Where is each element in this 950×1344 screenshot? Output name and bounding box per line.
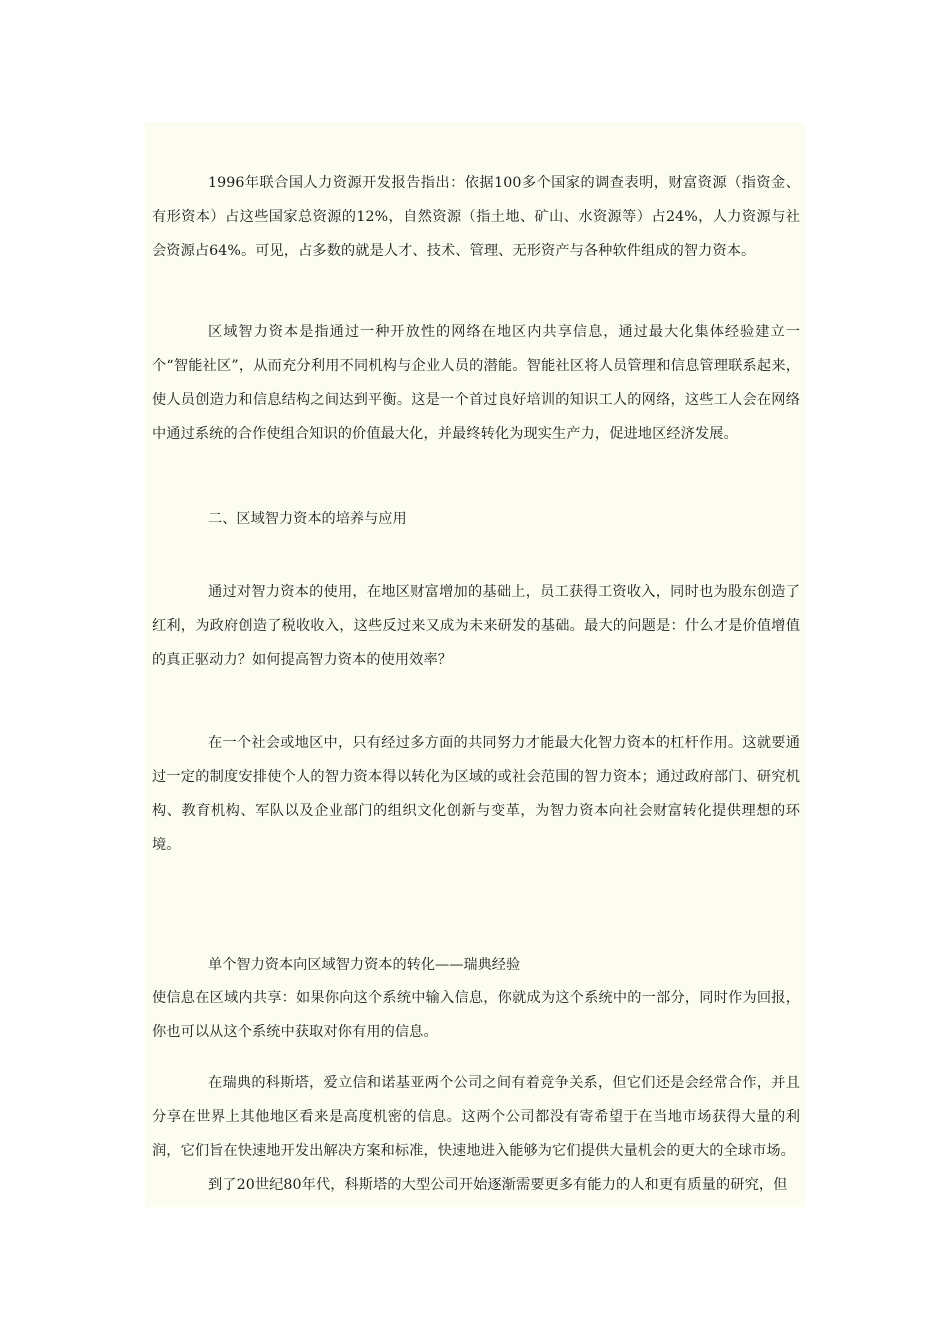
paragraph-leverage: 在一个社会或地区中，只有经过多方面的共同努力才能最大化智力资本的杠杆作用。这就要通过一定的制度安排使个人的智力资本得以转化为区域的或社会范围的智力资本；通过政府部门、研究机构、教育机构、军队以及企业部门的组织文化创新与变革，为智力资本向社会财富转化提供理想的环境。 bbox=[152, 735, 800, 853]
document-page bbox=[145, 122, 805, 1207]
paragraph-un-report: 1996年联合国人力资源开发报告指出：依据100多个国家的调查表明，财富资源（指资金、有形资本）占这些国家总资源的12%，自然资源（指土地、矿山、水资源等）占24%，人力资源与社会资源占64%。可见，占多数的就是人才、技术、管理、无形资产与各种软件组成的智力资本。 bbox=[152, 175, 800, 259]
paragraph-kista-cooperation: 在瑞典的科斯塔，爱立信和诺基亚两个公司之间有着竞争关系，但它们还是会经常合作，并且分享在世界上其他地区看来是高度机密的信息。这两个公司都没有寄希望于在当地市场获得大量的利润，它们旨在快速地开发出解决方案和标准，快速地进入能够为它们提供大量机会的更大的全球市场。 bbox=[152, 1075, 800, 1159]
paragraph-information-sharing: 使信息在区域内共享：如果你向这个系统中输入信息，你就成为这个系统中的一部分，同时作为回报，你也可以从这个系统中获取对你有用的信息。 bbox=[152, 990, 800, 1040]
section-heading-sweden: 单个智力资本向区域智力资本的转化——瑞典经验 bbox=[208, 957, 521, 973]
paragraph-regional-intellectual-capital: 区域智力资本是指通过一种开放性的网络在地区内共享信息，通过最大化集体经验建立一个“智能社区”，从而充分利用不同机构与企业人员的潜能。智能社区将人员管理和信息管理联系起来，使人员创造力和信息结构之间达到平衡。这是一个首过良好培训的知识工人的网络，这些工人会在网络中通过系统的合作使组合知识的价值最大化，并最终转化为现实生产力，促进地区经济发展。 bbox=[152, 324, 800, 442]
paragraph-value-driver: 通过对智力资本的使用，在地区财富增加的基础上，员工获得工资收入，同时也为股东创造了红利，为政府创造了税收收入，这些反过来又成为未来研发的基础。最大的问题是：什么才是价值增值的真正驱动力？如何提高智力资本的使用效率？ bbox=[152, 584, 800, 668]
paragraph-1980s: 到了20世纪80年代，科斯塔的大型公司开始逐渐需要更多有能力的人和更有质量的研究，但 bbox=[208, 1177, 788, 1193]
section-heading-cultivation: 二、区域智力资本的培养与应用 bbox=[208, 511, 407, 527]
